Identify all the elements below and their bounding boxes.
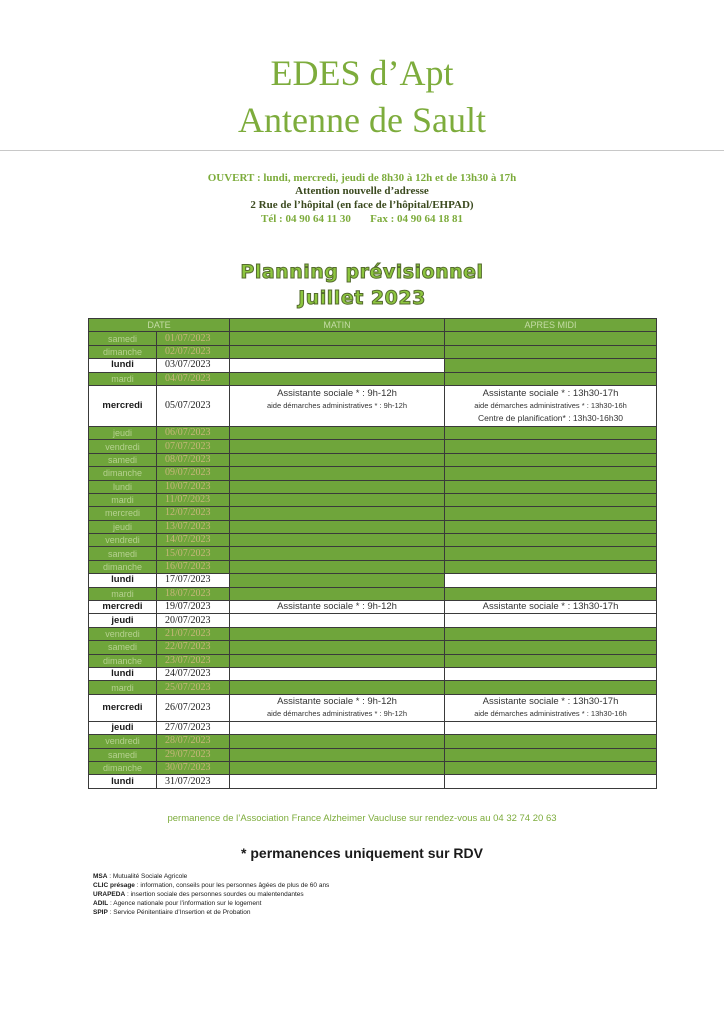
day-cell: mardi bbox=[89, 493, 157, 506]
table-row bbox=[89, 694, 657, 721]
day-cell: lundi bbox=[89, 667, 157, 680]
morning-cell bbox=[230, 721, 445, 734]
planning-table bbox=[88, 318, 657, 789]
morning-cell bbox=[230, 520, 445, 533]
afternoon-cell bbox=[445, 332, 657, 345]
morning-cell bbox=[230, 748, 445, 761]
table-row bbox=[89, 587, 657, 600]
afternoon-cell bbox=[445, 601, 657, 614]
page-subtitle: Antenne de Sault bbox=[238, 100, 486, 140]
glossary-item: ADIL : Agence nationale pour l’information sur le logement bbox=[93, 900, 262, 907]
date-cell: 16/07/2023 bbox=[157, 560, 230, 573]
afternoon-cell bbox=[445, 775, 657, 788]
day-cell: lundi bbox=[89, 775, 157, 788]
glossary-item: URAPEDA : insertion sociale des personnes sourdes ou malentendantes bbox=[93, 891, 304, 898]
day-cell: samedi bbox=[89, 641, 157, 654]
table-row bbox=[89, 345, 657, 358]
table-row bbox=[89, 493, 657, 506]
afternoon-cell bbox=[445, 748, 657, 761]
day-cell: jeudi bbox=[89, 520, 157, 533]
date-cell: 19/07/2023 bbox=[157, 601, 230, 614]
table-row bbox=[89, 601, 657, 614]
morning-cell bbox=[230, 587, 445, 600]
afternoon-cell bbox=[445, 520, 657, 533]
morning-cell bbox=[230, 694, 445, 721]
table-row bbox=[89, 332, 657, 345]
day-cell: lundi bbox=[89, 574, 157, 587]
date-cell: 10/07/2023 bbox=[157, 480, 230, 493]
date-cell: 26/07/2023 bbox=[157, 694, 230, 721]
afternoon-cell bbox=[445, 560, 657, 573]
afternoon-cell bbox=[445, 654, 657, 667]
date-cell: 23/07/2023 bbox=[157, 654, 230, 667]
morning-cell bbox=[230, 426, 445, 439]
table-row bbox=[89, 372, 657, 385]
day-cell: dimanche bbox=[89, 654, 157, 667]
morning-cell bbox=[230, 385, 445, 426]
table-row bbox=[89, 453, 657, 466]
afternoon-service: Assistante sociale * : 13h30-17h bbox=[482, 601, 619, 613]
morning-cell bbox=[230, 614, 445, 627]
table-row bbox=[89, 534, 657, 547]
table-row bbox=[89, 507, 657, 520]
table-row bbox=[89, 560, 657, 573]
table-row bbox=[89, 520, 657, 533]
glossary-item: SPIP : Service Pénitentiaire d’Insertion et de Probation bbox=[93, 909, 251, 916]
day-cell: mardi bbox=[89, 681, 157, 694]
afternoon-service: Assistante sociale * : 13h30-17h bbox=[482, 387, 619, 399]
morning-cell bbox=[230, 332, 445, 345]
date-cell: 14/07/2023 bbox=[157, 534, 230, 547]
afternoon-cell bbox=[445, 627, 657, 640]
table-row bbox=[89, 574, 657, 587]
opening-hours: OUVERT : lundi, mercredi, jeudi de 8h30 à 12h et de 13h30 à 17h bbox=[207, 172, 517, 184]
morning-cell bbox=[230, 775, 445, 788]
alzheimer-notice: permanence de l’Association France Alzheimer Vaucluse sur rendez-vous au 04 32 74 20 63 bbox=[167, 813, 557, 824]
date-cell: 28/07/2023 bbox=[157, 735, 230, 748]
table-row bbox=[89, 385, 657, 426]
afternoon-service: Assistante sociale * : 13h30-17h bbox=[482, 695, 619, 707]
date-cell: 02/07/2023 bbox=[157, 345, 230, 358]
day-cell: vendredi bbox=[89, 440, 157, 453]
afternoon-cell bbox=[445, 480, 657, 493]
date-cell: 06/07/2023 bbox=[157, 426, 230, 439]
date-cell: 24/07/2023 bbox=[157, 667, 230, 680]
afternoon-cell bbox=[445, 493, 657, 506]
afternoon-cell bbox=[445, 547, 657, 560]
afternoon-service: aide démarches administratives * : 13h30-16h bbox=[474, 400, 627, 410]
morning-cell bbox=[230, 654, 445, 667]
glossary bbox=[93, 872, 329, 917]
morning-cell bbox=[230, 667, 445, 680]
morning-cell bbox=[230, 547, 445, 560]
afternoon-cell bbox=[445, 574, 657, 587]
planning-month: Juillet 2023 bbox=[298, 287, 426, 309]
morning-cell bbox=[230, 440, 445, 453]
day-cell: jeudi bbox=[89, 614, 157, 627]
table-row bbox=[89, 681, 657, 694]
afternoon-cell bbox=[445, 359, 657, 372]
morning-cell bbox=[230, 574, 445, 587]
date-cell: 31/07/2023 bbox=[157, 775, 230, 788]
afternoon-cell bbox=[445, 667, 657, 680]
day-cell: dimanche bbox=[89, 560, 157, 573]
table-row bbox=[89, 627, 657, 640]
afternoon-cell bbox=[445, 345, 657, 358]
date-cell: 18/07/2023 bbox=[157, 587, 230, 600]
morning-cell bbox=[230, 480, 445, 493]
morning-cell bbox=[230, 627, 445, 640]
afternoon-cell bbox=[445, 440, 657, 453]
morning-service: Assistante sociale * : 9h-12h bbox=[277, 695, 397, 707]
glossary-item: MSA : Mutualité Sociale Agricole bbox=[93, 873, 188, 880]
table-row bbox=[89, 641, 657, 654]
day-cell: lundi bbox=[89, 480, 157, 493]
date-cell: 03/07/2023 bbox=[157, 359, 230, 372]
date-cell: 30/07/2023 bbox=[157, 761, 230, 774]
planning-title: Planning prévisionnel bbox=[240, 261, 484, 283]
address: 2 Rue de l’hôpital (en face de l’hôpital/EHPAD) bbox=[250, 199, 474, 211]
day-cell: samedi bbox=[89, 332, 157, 345]
afternoon-cell bbox=[445, 467, 657, 480]
afternoon-cell bbox=[445, 735, 657, 748]
afternoon-cell bbox=[445, 587, 657, 600]
date-cell: 13/07/2023 bbox=[157, 520, 230, 533]
table-row bbox=[89, 547, 657, 560]
day-cell: mercredi bbox=[89, 385, 157, 426]
morning-cell bbox=[230, 372, 445, 385]
date-cell: 15/07/2023 bbox=[157, 547, 230, 560]
table-row bbox=[89, 775, 657, 788]
glossary-item: CLIC présage : information, conseils pour les personnes âgées de plus de 60 ans bbox=[93, 882, 330, 889]
date-cell: 25/07/2023 bbox=[157, 681, 230, 694]
table-row bbox=[89, 748, 657, 761]
morning-cell bbox=[230, 601, 445, 614]
day-cell: mercredi bbox=[89, 694, 157, 721]
day-cell: vendredi bbox=[89, 534, 157, 547]
table-row bbox=[89, 440, 657, 453]
date-cell: 09/07/2023 bbox=[157, 467, 230, 480]
afternoon-cell bbox=[445, 614, 657, 627]
day-cell: samedi bbox=[89, 547, 157, 560]
morning-cell bbox=[230, 735, 445, 748]
table-row bbox=[89, 654, 657, 667]
date-cell: 07/07/2023 bbox=[157, 440, 230, 453]
morning-cell bbox=[230, 507, 445, 520]
date-cell: 05/07/2023 bbox=[157, 385, 230, 426]
day-cell: dimanche bbox=[89, 467, 157, 480]
date-cell: 21/07/2023 bbox=[157, 627, 230, 640]
rdv-notice: * permanences uniquement sur RDV bbox=[241, 845, 483, 861]
table-row bbox=[89, 614, 657, 627]
day-cell: mercredi bbox=[89, 507, 157, 520]
date-cell: 01/07/2023 bbox=[157, 332, 230, 345]
page-title: EDES d’Apt bbox=[270, 53, 454, 93]
date-cell: 12/07/2023 bbox=[157, 507, 230, 520]
address-notice: Attention nouvelle d’adresse bbox=[295, 185, 429, 197]
morning-cell bbox=[230, 560, 445, 573]
day-cell: mardi bbox=[89, 587, 157, 600]
date-cell: 27/07/2023 bbox=[157, 721, 230, 734]
morning-cell bbox=[230, 534, 445, 547]
day-cell: jeudi bbox=[89, 426, 157, 439]
afternoon-cell bbox=[445, 372, 657, 385]
afternoon-cell bbox=[445, 641, 657, 654]
afternoon-cell bbox=[445, 534, 657, 547]
afternoon-service: aide démarches administratives * : 13h30-16h bbox=[474, 708, 627, 718]
morning-cell bbox=[230, 681, 445, 694]
date-cell: 08/07/2023 bbox=[157, 453, 230, 466]
morning-cell bbox=[230, 359, 445, 372]
date-cell: 17/07/2023 bbox=[157, 574, 230, 587]
table-row bbox=[89, 721, 657, 734]
afternoon-cell bbox=[445, 721, 657, 734]
afternoon-cell bbox=[445, 681, 657, 694]
morning-cell bbox=[230, 493, 445, 506]
day-cell: jeudi bbox=[89, 721, 157, 734]
date-cell: 22/07/2023 bbox=[157, 641, 230, 654]
morning-service: aide démarches administratives * : 9h-12h bbox=[266, 400, 408, 410]
afternoon-cell bbox=[445, 507, 657, 520]
afternoon-cell bbox=[445, 453, 657, 466]
table-row bbox=[89, 667, 657, 680]
table-row bbox=[89, 735, 657, 748]
header-date: DATE bbox=[89, 319, 230, 332]
day-cell: dimanche bbox=[89, 345, 157, 358]
table-row bbox=[89, 480, 657, 493]
header-matin: MATIN bbox=[230, 319, 445, 332]
table-row bbox=[89, 467, 657, 480]
morning-service: Assistante sociale * : 9h-12h bbox=[277, 387, 397, 399]
morning-service: Assistante sociale * : 9h-12h bbox=[277, 601, 397, 613]
morning-service: aide démarches administratives * : 9h-12h bbox=[266, 708, 408, 718]
morning-cell bbox=[230, 453, 445, 466]
date-cell: 29/07/2023 bbox=[157, 748, 230, 761]
date-cell: 11/07/2023 bbox=[157, 493, 230, 506]
day-cell: samedi bbox=[89, 748, 157, 761]
table-header-row bbox=[89, 319, 657, 332]
afternoon-cell bbox=[445, 426, 657, 439]
header-apres-midi: APRES MIDI bbox=[445, 319, 657, 332]
table-row bbox=[89, 359, 657, 372]
day-cell: mardi bbox=[89, 372, 157, 385]
afternoon-cell bbox=[445, 761, 657, 774]
day-cell: dimanche bbox=[89, 761, 157, 774]
day-cell: vendredi bbox=[89, 735, 157, 748]
day-cell: mercredi bbox=[89, 601, 157, 614]
day-cell: vendredi bbox=[89, 627, 157, 640]
day-cell: samedi bbox=[89, 453, 157, 466]
morning-cell bbox=[230, 467, 445, 480]
day-cell: lundi bbox=[89, 359, 157, 372]
morning-cell bbox=[230, 641, 445, 654]
morning-cell bbox=[230, 761, 445, 774]
divider bbox=[0, 150, 724, 151]
morning-cell bbox=[230, 345, 445, 358]
date-cell: 04/07/2023 bbox=[157, 372, 230, 385]
afternoon-cell bbox=[445, 385, 657, 426]
table-row bbox=[89, 426, 657, 439]
phone-fax: Tél : 04 90 64 11 30 Fax : 04 90 64 18 81 bbox=[261, 213, 463, 225]
afternoon-service: Centre de planification* : 13h30-16h30 bbox=[477, 412, 624, 423]
table-row bbox=[89, 761, 657, 774]
afternoon-cell bbox=[445, 694, 657, 721]
date-cell: 20/07/2023 bbox=[157, 614, 230, 627]
